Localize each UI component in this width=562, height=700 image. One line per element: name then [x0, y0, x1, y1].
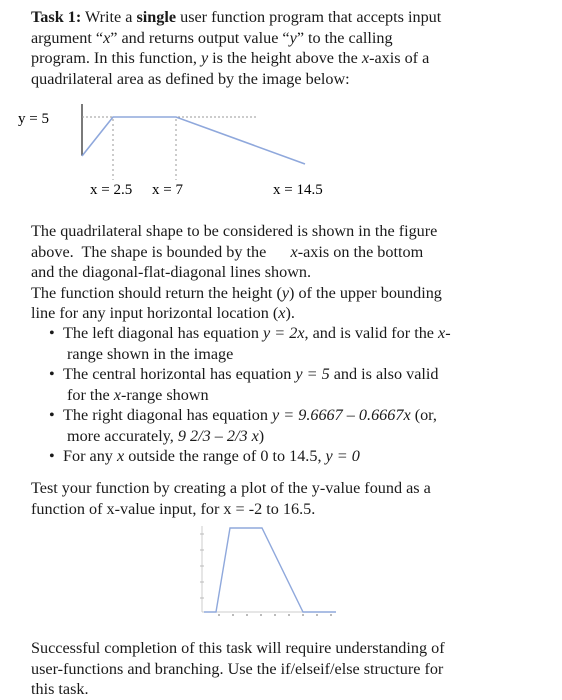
var: x: [278, 304, 286, 322]
text: , and is valid for the: [304, 324, 439, 342]
text: ” and returns output value “: [110, 28, 290, 47]
desc-line-2: [31, 242, 543, 263]
task-paragraph: [31, 7, 543, 89]
quadrilateral-outline: [82, 117, 305, 164]
text: ) of the upper bounding: [289, 283, 442, 302]
task-line-1: [31, 7, 543, 28]
bullet-list: [47, 323, 547, 467]
text: The function should return the height (: [31, 283, 282, 302]
closing-paragraph: [31, 638, 543, 700]
desc-line-1: The quadrilateral shape to be considered is shown in the figure: [31, 222, 438, 240]
text: argument “: [31, 28, 104, 47]
text: ).: [285, 304, 295, 322]
x14.5-label: x = 14.5: [273, 182, 323, 198]
task-heading: Task 1:: [31, 8, 82, 26]
text: ): [258, 426, 265, 445]
y5-label: y = 5: [18, 111, 49, 127]
desc-line-5: [31, 303, 543, 324]
text: line for any input horizontal location (: [31, 304, 279, 322]
bullet-icon: •: [49, 447, 55, 465]
text: -range shown: [120, 385, 209, 404]
bullet-line: [63, 426, 547, 447]
var: x: [361, 49, 370, 67]
bullet-outside-range: [47, 446, 547, 467]
equation: y = 0: [325, 447, 360, 465]
plot-x-ticks: [218, 614, 332, 616]
var: x: [103, 28, 111, 47]
equation: 9 2/3 – 2/3 x: [177, 426, 259, 445]
bullet-icon: •: [49, 365, 55, 383]
bullet-icon: •: [49, 406, 55, 424]
test-line-1: Test your function by creating a plot of the y-value found as a: [31, 479, 431, 497]
task-line-3: [31, 48, 543, 69]
text: Write a: [81, 8, 137, 26]
task-line-2: [31, 28, 543, 49]
text: -axis on the bottom: [297, 242, 424, 261]
text: The right diagonal has equation: [63, 406, 273, 424]
text: -: [445, 324, 451, 342]
text: -axis of a: [369, 49, 430, 67]
var: x: [438, 324, 446, 342]
text: program. In this function,: [31, 49, 201, 67]
bullet-line: [63, 446, 547, 467]
closing-line-3: this task.: [31, 680, 89, 698]
description-paragraph: [31, 221, 543, 324]
example-plot: [190, 524, 340, 620]
text: ” to the calling: [296, 28, 393, 47]
bullet-icon: •: [49, 324, 55, 342]
desc-line-3: and the diagonal-flat-diagonal lines shown.: [31, 263, 312, 281]
plot-series-line: [204, 528, 336, 612]
equation: y = 2x: [263, 324, 305, 342]
bullet-line: [63, 405, 547, 426]
closing-line-1: Successful completion of this task will require understanding of: [31, 639, 445, 657]
equation: y = 5: [295, 365, 330, 383]
text: The central horizontal has equation: [63, 365, 296, 383]
var: y: [289, 28, 297, 47]
text: For any: [63, 447, 117, 465]
var: y: [200, 49, 209, 67]
test-line-2: function of x-value input, for x = -2 to 16.5.: [31, 499, 316, 518]
text: is the height above the: [208, 49, 362, 67]
closing-line-2: user-functions and branching. Use the if/elseif/else structure for: [31, 659, 444, 678]
bullet-left-diagonal: [47, 323, 547, 364]
bullet-right-diagonal: [47, 405, 547, 446]
bullet-line: [63, 323, 547, 344]
equation: y = 9.6667 – 0.6667x: [272, 406, 411, 424]
emphasis: single: [136, 8, 177, 26]
bullet-line: range shown in the image: [67, 344, 234, 363]
var: x: [116, 447, 125, 465]
text: The left diagonal has equation: [63, 324, 264, 342]
text: above. The shape is bounded by the: [31, 242, 291, 261]
x2.5-label: x = 2.5: [90, 182, 133, 198]
text: outside the range of 0 to 14.5,: [124, 447, 326, 465]
bullet-line: [63, 364, 547, 385]
text: for the: [67, 385, 114, 404]
var: y: [281, 283, 290, 302]
bullet-line: [63, 385, 547, 406]
text: (or,: [410, 406, 437, 424]
bullet-central-horizontal: [47, 364, 547, 405]
x7-label: x = 7: [152, 182, 183, 198]
task-line-4: quadrilateral area as defined by the image below:: [31, 69, 350, 88]
quadrilateral-figure: [0, 104, 380, 204]
text: user function program that accepts input: [176, 8, 442, 26]
test-paragraph: [31, 478, 543, 519]
var: x: [290, 242, 298, 261]
text: more accurately,: [67, 426, 178, 445]
var: x: [113, 385, 121, 404]
desc-line-4: [31, 283, 543, 304]
text: and is also valid: [329, 365, 439, 383]
